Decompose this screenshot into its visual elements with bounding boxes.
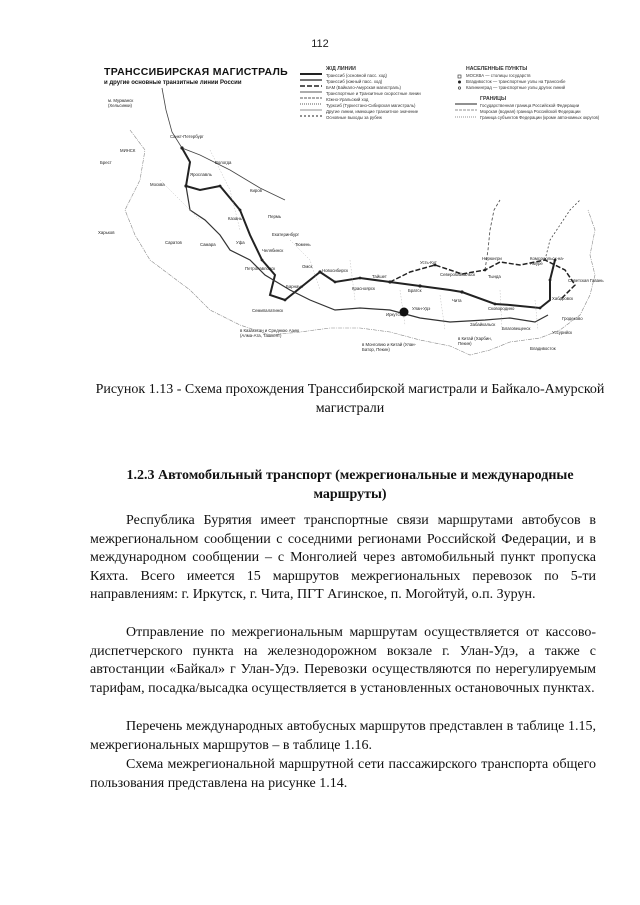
legend-rail-lines <box>326 66 421 121</box>
station-markers <box>180 146 556 309</box>
legend-item: Транспортные и Транзитные скоростные линии <box>326 91 421 96</box>
paragraph: Республика Бурятия имеет транспортные связи маршрутами автобусов в межрегиональном сообщении с соседними регионами Российской Федерации, и в международном сообщении – с Монголией через автомобильный пункт пропуска Кяхта. Всего имеется 15 маршрутов межрегиональных перевозок по 5-ти направлениям: г. Иркутск, г. Чита, ПГТ Агинское, п. Могойтуй, о.п. Зурун. <box>90 513 596 602</box>
figure-caption: Рисунок 1.13 - Схема прохождения Транссибирской магистрали и Байкало-Амурской магистрали <box>95 382 605 416</box>
city-label: Харьков <box>98 230 115 235</box>
city-label: Чита <box>452 298 462 303</box>
legend-item: Государственная граница Российской Федерации <box>480 103 580 108</box>
city-label: Улан-Удэ <box>412 306 431 311</box>
city-label: в Китай (Харбин, Пекин) <box>458 336 492 346</box>
city-label: Красноярск <box>352 286 375 291</box>
city-label: Екатеринбург <box>272 232 300 237</box>
legend-item: Граница субъектов Федерации (кроме автономных округов) <box>480 115 600 120</box>
city-label: Братск <box>408 288 422 293</box>
legend-item: Основные выходы за рубеж <box>326 115 382 120</box>
paragraph: Схема межрегиональной маршрутной сети пассажирского транспорта общего пользования представлена на рисунке 1.14. <box>90 757 596 791</box>
city-label: Гродеково <box>562 316 583 321</box>
city-label: Советская Гавань <box>568 278 604 283</box>
legend-place-samples <box>458 75 461 89</box>
city-label: Барнаул <box>286 284 303 289</box>
legend-item: Южно-Уральский ход <box>326 97 369 102</box>
paragraph: Отправление по межрегиональным маршрутам осуществляется от кассово-диспетчерского пункта на железнодорожном вокзале г. Улан-Удэ, а также с автостанции «Байкал» г Улан-Удэ. Перевозки осуществляются по нерегулируемым тарифам, посадка/высадка осуществляется в установленных остановочных пунктах. <box>90 625 596 696</box>
region-borders <box>160 150 538 330</box>
city-label: Благовещенск <box>502 326 531 331</box>
city-label: Тюмень <box>295 242 311 247</box>
city-label: Уфа <box>236 240 245 245</box>
city-label: Санкт-Петербург <box>170 134 204 139</box>
legend-item: Морская (водная) граница Российской Федерации <box>480 109 581 114</box>
northern-branch-line <box>162 88 285 200</box>
legend-borders-header: ГРАНИЦЫ <box>480 96 507 102</box>
city-label: Забайкальск <box>470 322 496 327</box>
city-label: Петропавловск <box>245 266 276 271</box>
transsib-south-line <box>186 186 548 322</box>
transsib-map-figure <box>90 60 615 370</box>
city-label: Омск <box>302 264 313 269</box>
legend-places-header: НАСЕЛЕННЫЕ ПУНКТЫ <box>466 66 528 72</box>
city-label: Брест <box>100 160 112 165</box>
city-label: Вологда <box>215 160 232 165</box>
far-east-branch <box>545 200 580 260</box>
bam-line <box>390 260 575 300</box>
paragraph: Перечень международных автобусных маршрутов представлен в таблице 1.15, межрегиональных маршрутов – в таблице 1.16. <box>90 719 596 753</box>
legend-item: Владивосток — транспортные узлы на Транссибе <box>466 79 566 84</box>
map-subtitle: и другие основные транзитные линии России <box>104 80 242 86</box>
legend-item: БАМ (Байкало-Амурская магистраль) <box>326 85 401 90</box>
legend-item: Транссиб (основной пасс. ход) <box>326 73 387 78</box>
city-label: Северобайкальск <box>440 272 476 277</box>
city-label: в Монголию и Китай (Улан-Батор, Пекин) <box>362 342 416 352</box>
city-label: Семипалатинск <box>252 308 284 313</box>
legend-rail-header: Ж/Д ЛИНИИ <box>326 66 356 72</box>
city-label: Нерюнгри <box>482 256 502 261</box>
city-label: Сковородино <box>488 306 515 311</box>
city-label: Комсомольск-на-Амуре <box>530 256 565 266</box>
city-label: Тайшет <box>372 274 387 279</box>
city-label: Иркутск <box>386 312 402 317</box>
city-label: Хабаровск <box>552 296 574 301</box>
map-title: ТРАНССИБИРСКАЯ МАГИСТРАЛЬ <box>104 66 289 78</box>
city-label: Усть-Кут <box>420 260 437 265</box>
legend-item: Турксиб (Туркестано-Сибирская магистраль) <box>326 103 416 108</box>
legend-places <box>466 66 565 91</box>
legend-item: Калининград — транспортные узлы других линий <box>466 85 566 90</box>
city-label: Уссурийск <box>552 330 573 335</box>
city-label: в Казахстан и Среднюю Азию (Алма-Ата, Ташкент) <box>240 328 300 338</box>
city-label: Челябинск <box>262 248 284 253</box>
section-heading: 1.2.3 Автомобильный транспорт (межрегиональные и международные маршруты) <box>126 468 574 502</box>
city-label: Владивосток <box>530 346 556 351</box>
city-label: Новосибирск <box>322 268 348 273</box>
city-label: Москва <box>150 182 165 187</box>
city-label: Самара <box>200 242 216 247</box>
city-label: Тында <box>488 274 501 279</box>
legend-item: Другие линии, имеющие транзитное значение <box>326 109 419 114</box>
legend-borders <box>480 96 610 121</box>
city-label: Пермь <box>268 214 282 219</box>
transsib-main-line <box>182 148 555 308</box>
city-label: Казань <box>228 216 242 221</box>
legend-item: МОСКВА — столицы государств <box>466 73 531 78</box>
city-label: м. Мурманск (Хельсинки) <box>108 98 134 108</box>
legend-item: Транссиб (южный пасс. ход) <box>326 79 383 84</box>
city-label: Ярославль <box>190 172 212 177</box>
city-label: Саратов <box>165 240 182 245</box>
page-number: 112 <box>311 38 329 50</box>
city-label: МИНСК <box>120 148 136 153</box>
city-label: Киров <box>250 188 262 193</box>
russia-border <box>125 130 595 355</box>
